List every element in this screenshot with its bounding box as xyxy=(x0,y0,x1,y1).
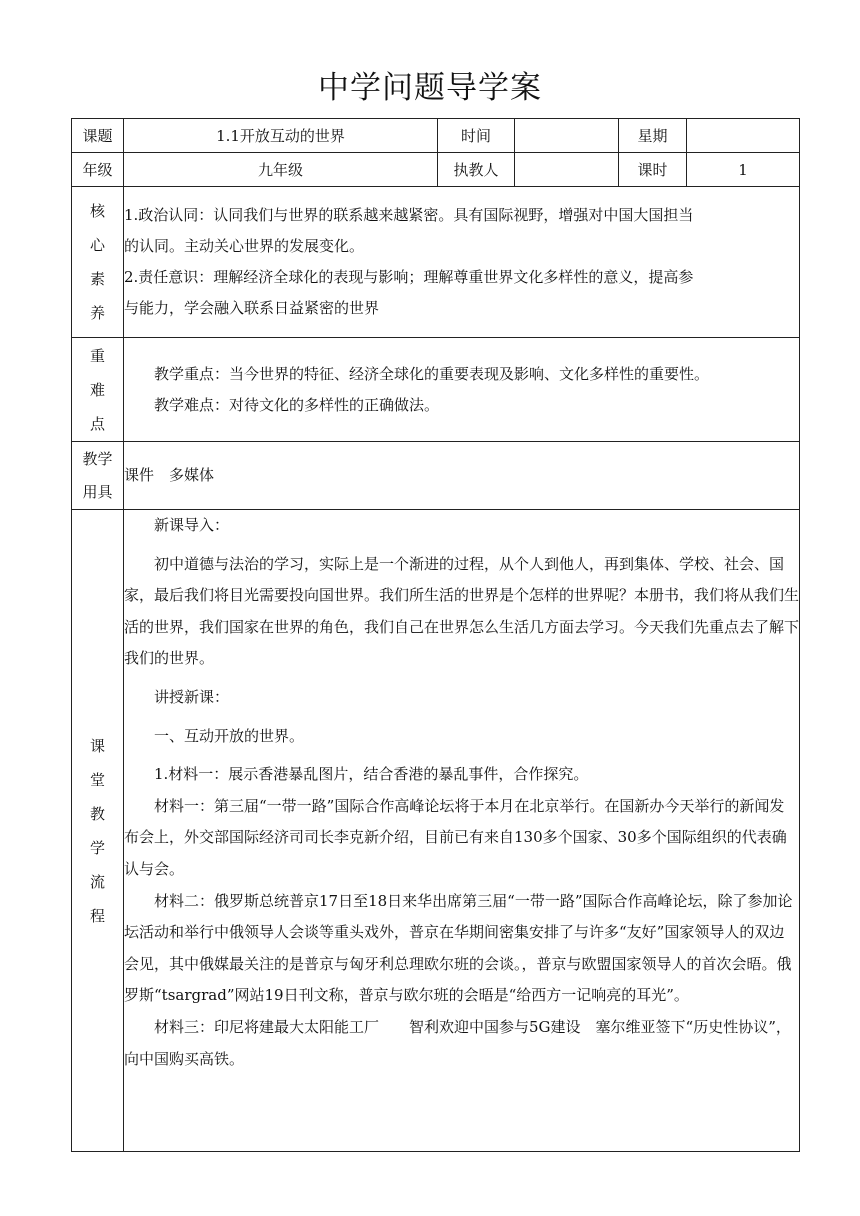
teaching-focus: 教学重点：当今世界的特征、经济全球化的重要表现及影响、文化多样性的重要性。 xyxy=(154,364,710,383)
document-title: 中学问题导学案 xyxy=(318,70,542,106)
header-row-topic xyxy=(72,119,800,153)
period-label: 课时 xyxy=(619,153,687,187)
time-value xyxy=(515,119,619,153)
material-two: 材料二：俄罗斯总统普京17日至18日来华出席第三届“一带一路”国际合作高峰论坛，除了参加论坛活动和举行中俄领导人会谈等重头戏外，普京在华期间密集安排了与许多“友好”国家领导人的双边会见，其中俄媒最关注的是普京与匈牙利总理欧尔班的会谈。，普京与欧盟国家领导人的首次会晤。俄罗斯“tsargrad”网站19日刊文称，普京与欧尔班的会晤是“给西方一记响亮的耳光”。 xyxy=(124,891,793,1005)
key-points-content xyxy=(124,338,800,442)
literacy-label: 核 心 素 养 xyxy=(72,187,124,338)
literacy-row xyxy=(72,187,800,338)
lesson-plan-table xyxy=(71,118,800,1152)
intro-heading: 新课导入： xyxy=(154,516,230,534)
section-heading: 一、互动开放的世界。 xyxy=(154,726,305,745)
grade-value: 九年级 xyxy=(124,153,438,187)
topic-value: 1.1开放互动的世界 xyxy=(124,119,438,153)
teacher-value xyxy=(515,153,619,187)
item-one: 1.材料一：展示香港暴乱图片，结合香港的暴乱事件，合作探究。 xyxy=(154,765,589,784)
literacy-line: 的认同。主动关心世界的发展变化。 xyxy=(124,237,365,255)
grade-label: 年级 xyxy=(72,153,124,187)
literacy-line: 与能力，学会融入联系日益紧密的世界 xyxy=(124,299,380,317)
period-value: 1 xyxy=(687,153,800,187)
tools-row xyxy=(72,442,800,510)
header-row-grade xyxy=(72,153,800,187)
weekday-value xyxy=(687,119,800,153)
literacy-line: 2.责任意识：理解经济全球化的表现与影响；理解尊重世界文化多样性的意义，提高参 xyxy=(124,268,694,286)
material-three: 材料三：印尼将建最大太阳能工厂 智利欢迎中国参与5G建设 塞尔维亚签下“历史性协议”，向中国购买高铁。 xyxy=(124,1017,791,1068)
new-lesson-heading: 讲授新课： xyxy=(154,687,230,706)
time-label: 时间 xyxy=(438,119,515,153)
literacy-content xyxy=(124,187,800,338)
process-row xyxy=(72,510,800,1152)
topic-label: 课题 xyxy=(72,119,124,153)
teacher-label: 执教人 xyxy=(438,153,515,187)
tools-value: 课件 多媒体 xyxy=(124,442,800,510)
process-content xyxy=(124,510,800,1152)
key-points-label: 重 难 点 xyxy=(72,338,124,442)
teaching-difficulty: 教学难点：对待文化的多样性的正确做法。 xyxy=(154,395,440,414)
weekday-label: 星期 xyxy=(619,119,687,153)
literacy-line: 1.政治认同：认同我们与世界的联系越来越紧密。具有国际视野，增强对中国大国担当 xyxy=(124,206,694,224)
key-points-row xyxy=(72,338,800,442)
intro-paragraph: 初中道德与法治的学习，实际上是一个渐进的过程，从个人到他人，再到集体、学校、社会、国家，最后我们将目光需要投向国世界。我们所生活的世界是个怎样的世界呢？本册书，我们将从我们生活的世界，我们国家在世界的角色，我们自己在世界怎么生活几方面去学习。今天我们先重点去了解下我们的世界。 xyxy=(124,554,800,668)
material-one: 材料一：第三届“一带一路”国际合作高峰论坛将于本月在北京举行。在国新办今天举行的新闻发布会上，外交部国际经济司司长李克新介绍，目前已有来自130多个国家、30多个国际组织的代表确认与会。 xyxy=(124,796,787,878)
tools-label: 教学 用具 xyxy=(72,442,124,510)
process-label: 课 堂 教 学 流 程 xyxy=(72,510,124,1152)
